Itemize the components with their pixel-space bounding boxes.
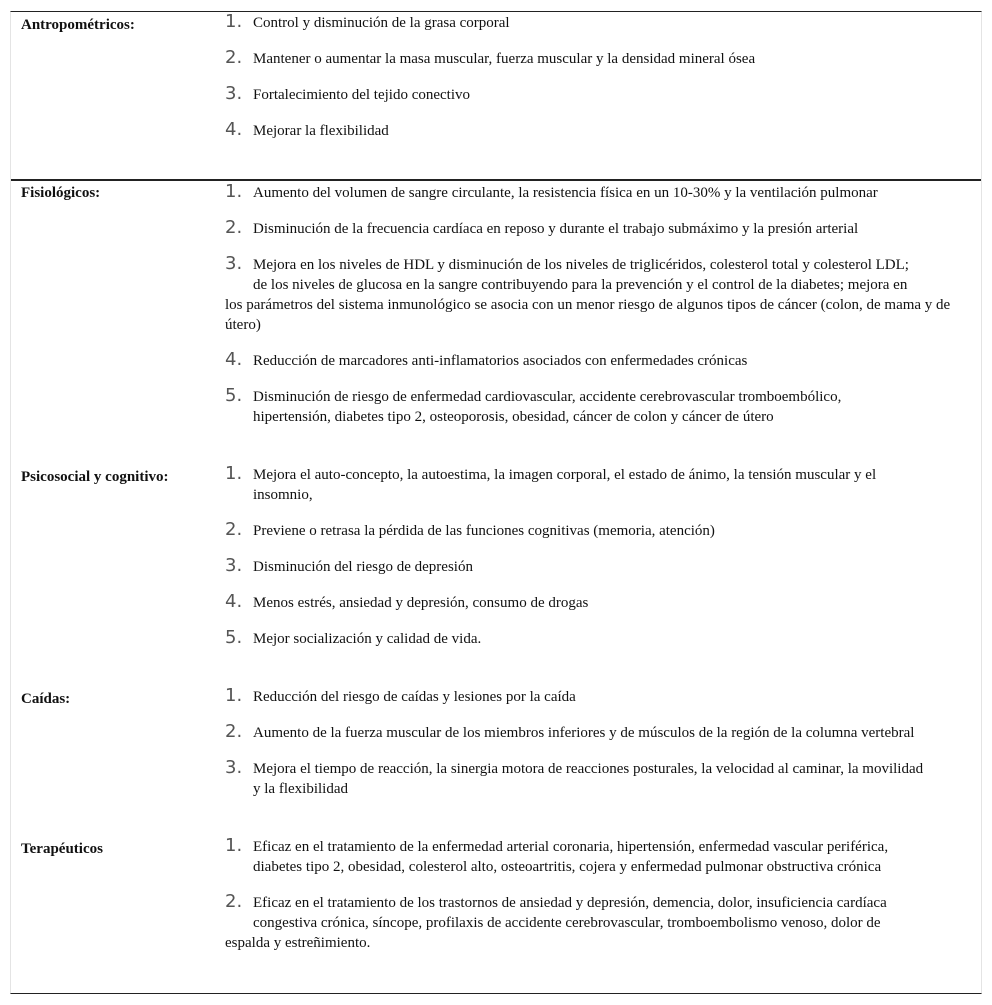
list-item xyxy=(225,182,965,203)
list-item xyxy=(225,464,965,505)
item-text-continued: y la flexibilidad xyxy=(253,781,348,797)
category-label: Psicosocial y cognitivo: xyxy=(21,469,169,485)
list-item xyxy=(225,350,965,371)
item-number: 3. xyxy=(225,253,243,274)
list-item xyxy=(225,218,965,239)
item-text: Mejora el auto-concepto, la autoestima, la imagen corporal, el estado de ánimo, la tensión muscular y el xyxy=(253,467,877,483)
list-item xyxy=(225,722,965,743)
list-item xyxy=(225,12,965,33)
item-number: 1. xyxy=(225,11,243,32)
item-text: Mejorar la flexibilidad xyxy=(253,123,389,139)
item-number: 2. xyxy=(225,519,243,540)
list-item xyxy=(225,758,965,799)
list-item xyxy=(225,48,965,69)
item-number: 2. xyxy=(225,721,243,742)
item-number: 4. xyxy=(225,119,243,140)
list-item xyxy=(225,592,965,613)
list-item xyxy=(225,84,965,105)
item-text: Eficaz en el tratamiento de los trastornos de ansiedad y depresión, demencia, dolor, insuficiencia cardíaca xyxy=(253,895,887,911)
item-text: Disminución de riesgo de enfermedad cardiovascular, accidente cerebrovascular tromboembólico, xyxy=(253,389,842,405)
item-text: Mejora el tiempo de reacción, la sinergia motora de reacciones posturales, la velocidad al caminar, la movilidad xyxy=(253,761,924,777)
item-number: 2. xyxy=(225,217,243,238)
item-text: Reducción de marcadores anti-inflamatorios asociados con enfermedades crónicas xyxy=(253,353,748,369)
item-text-continued: diabetes tipo 2, obesidad, colesterol alto, osteoartritis, cojera y enfermedad pulmonar obstructiva crónica xyxy=(253,859,882,875)
item-number: 1. xyxy=(225,685,243,706)
item-text: Eficaz en el tratamiento de la enfermedad arterial coronaria, hipertensión, enfermedad vascular periférica, xyxy=(253,839,889,855)
list-item xyxy=(225,520,965,541)
item-text-wrap: los parámetros del sistema inmunológico se asocia con un menor riesgo de algunos tipos de cáncer (colon, de mama y de útero) xyxy=(225,297,951,333)
item-number: 1. xyxy=(225,181,243,202)
item-text-continued: insomnio, xyxy=(253,487,313,503)
category-label: Caídas: xyxy=(21,691,71,707)
list-item xyxy=(225,254,965,335)
item-text: Mantener o aumentar la masa muscular, fuerza muscular y la densidad mineral ósea xyxy=(253,51,756,67)
item-number: 4. xyxy=(225,591,243,612)
item-number: 2. xyxy=(225,47,243,68)
item-number: 1. xyxy=(225,463,243,484)
item-text: Disminución del riesgo de depresión xyxy=(253,559,473,575)
item-text: Reducción del riesgo de caídas y lesiones por la caída xyxy=(253,689,576,705)
item-text: Mejora en los niveles de HDL y disminución de los niveles de triglicéridos, colesterol total y colesterol LDL; xyxy=(253,257,909,273)
item-number: 5. xyxy=(225,627,243,648)
list-item xyxy=(225,386,965,427)
category-label: Antropométricos: xyxy=(21,17,135,33)
item-text-continued: hipertensión, diabetes tipo 2, osteoporosis, obesidad, cáncer de colon y cáncer de útero xyxy=(253,409,774,425)
item-text-continued: de los niveles de glucosa en la sangre contribuyendo para la prevención y el control de la diabetes; mejora en xyxy=(253,277,908,293)
item-number: 3. xyxy=(225,83,243,104)
item-text: Aumento de la fuerza muscular de los miembros inferiores y de músculos de la región de la columna vertebral xyxy=(253,725,915,741)
item-number: 4. xyxy=(225,349,243,370)
benefits-table xyxy=(10,11,982,994)
category-label: Fisiológicos: xyxy=(21,185,101,201)
item-text: Menos estrés, ansiedad y depresión, consumo de drogas xyxy=(253,595,589,611)
item-text: Fortalecimiento del tejido conectivo xyxy=(253,87,471,103)
item-text: Mejor socialización y calidad de vida. xyxy=(253,631,482,647)
item-text: Disminución de la frecuencia cardíaca en reposo y durante el trabajo submáximo y la presión arterial xyxy=(253,221,859,237)
item-text: Previene o retrasa la pérdida de las funciones cognitivas (memoria, atención) xyxy=(253,523,715,539)
section-fisiologicos xyxy=(11,179,981,425)
item-text-continued: congestiva crónica, síncope, profilaxis de accidente cerebrovascular, tromboembolismo venoso, dolor de xyxy=(253,915,881,931)
item-number: 1. xyxy=(225,835,243,856)
list-item xyxy=(225,892,965,953)
list-item xyxy=(225,556,965,577)
list-item xyxy=(225,628,965,649)
item-text: Aumento del volumen de sangre circulante, la resistencia física en un 10-30% y la ventilación pulmonar xyxy=(253,185,878,201)
item-number: 3. xyxy=(225,757,243,778)
item-text: Control y disminución de la grasa corporal xyxy=(253,15,510,31)
list-item xyxy=(225,686,965,707)
list-item xyxy=(225,836,965,877)
category-label: Terapéuticos xyxy=(21,841,103,857)
list-item xyxy=(225,120,965,141)
item-number: 5. xyxy=(225,385,243,406)
item-number: 3. xyxy=(225,555,243,576)
item-number: 2. xyxy=(225,891,243,912)
item-text-wrap: espalda y estreñimiento. xyxy=(225,935,371,951)
